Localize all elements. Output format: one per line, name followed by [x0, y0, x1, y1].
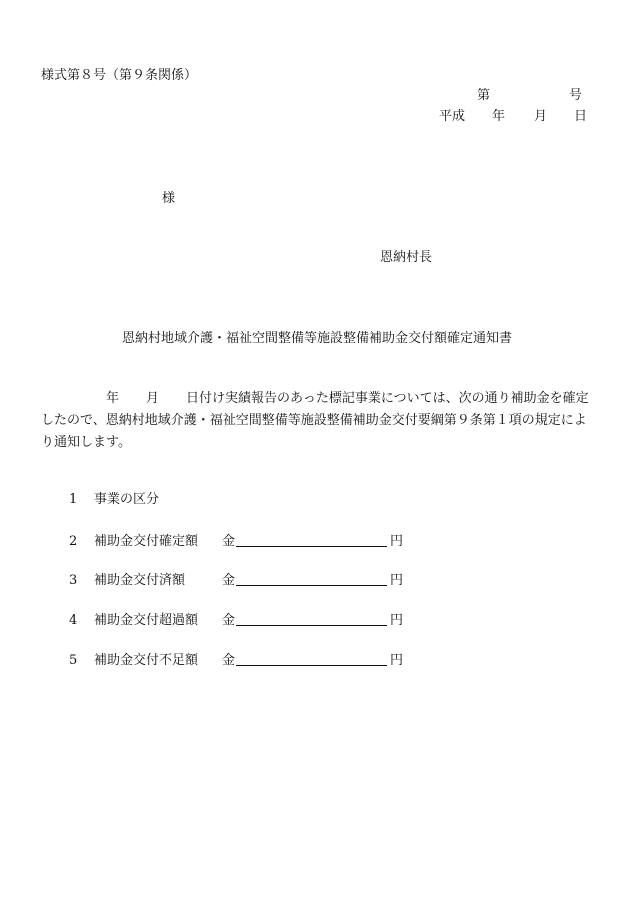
item-label-confirmed-amount: 補助金交付確定額: [94, 534, 199, 549]
item-label-business-category: 事業の区分: [94, 492, 160, 507]
item-number: 5: [69, 653, 78, 668]
body-text-line-3: り通知します。: [41, 435, 131, 450]
currency-prefix: 金: [222, 613, 236, 628]
item-number: 3: [69, 573, 78, 588]
body-text-line-2: したので、恩納村地域介護・福祉空間整備等施設整備補助金交付要綱第９条第１項の規定によ: [41, 413, 587, 428]
item-label-paid-amount: 補助金交付済額: [94, 573, 186, 588]
currency-unit: 円: [390, 534, 404, 549]
sender-title: 恩納村長: [380, 250, 433, 265]
currency-prefix: 金: [222, 653, 236, 668]
date-year-label: 年: [492, 109, 506, 124]
item-number: 2: [69, 534, 78, 549]
item-number: 4: [69, 613, 78, 628]
date-era: 平成: [439, 109, 466, 124]
body-month-label: 月: [146, 391, 160, 406]
currency-unit: 円: [390, 653, 404, 668]
item-number: 1: [69, 492, 78, 507]
date-month-label: 月: [534, 109, 548, 124]
document-number-prefix: 第: [477, 88, 491, 103]
currency-unit: 円: [390, 573, 404, 588]
body-year-label: 年: [106, 391, 120, 406]
document-title: 恩納村地域介護・福祉空間整備等施設整備補助金交付額確定通知書: [122, 331, 513, 346]
amount-blank-line: [236, 546, 387, 547]
currency-prefix: 金: [222, 573, 236, 588]
body-text-line-1: 日付け実績報告のあった標記事業については、次の通り補助金を確定: [186, 391, 589, 406]
item-label-shortfall-amount: 補助金交付不足額: [94, 653, 199, 668]
amount-blank-line: [236, 585, 387, 586]
document-number-suffix: 号: [569, 88, 583, 103]
amount-blank-line: [236, 625, 387, 626]
amount-blank-line: [236, 665, 387, 666]
date-day-label: 日: [574, 109, 588, 124]
recipient-honorific: 様: [162, 191, 176, 206]
item-label-excess-amount: 補助金交付超過額: [94, 613, 199, 628]
currency-unit: 円: [390, 613, 404, 628]
form-number: 様式第８号（第９条関係）: [41, 68, 198, 83]
currency-prefix: 金: [222, 534, 236, 549]
